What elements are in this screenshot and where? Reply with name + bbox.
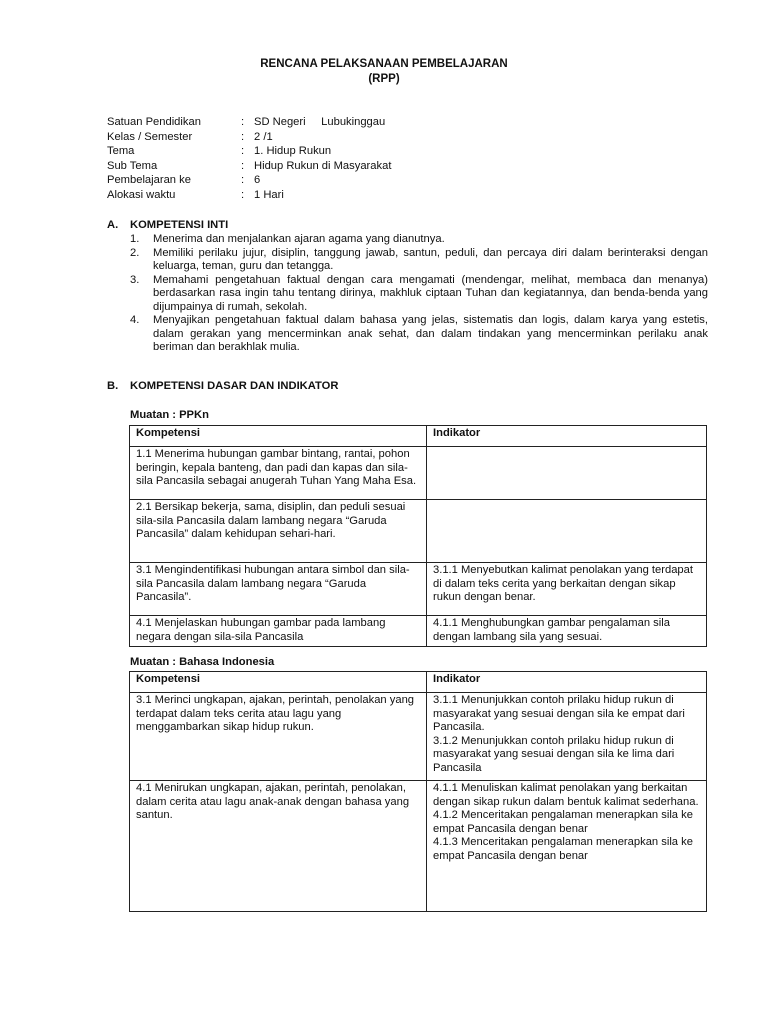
column-header-kompetensi: Kompetensi xyxy=(130,426,427,447)
list-number: 2. xyxy=(130,246,140,259)
list-text: Menerima dan menjalankan ajaran agama yang dianutnya. xyxy=(153,233,445,245)
list-number: 1. xyxy=(130,233,140,245)
list-number: 4. xyxy=(130,314,140,326)
identity-label: Alokasi waktu xyxy=(107,188,176,201)
identity-label: Satuan Pendidikan xyxy=(107,116,201,128)
identity-block xyxy=(107,116,391,204)
indikator-cell xyxy=(427,693,707,781)
list-item xyxy=(130,274,708,315)
document-title xyxy=(0,57,768,87)
kompetensi-cell: 2.1 Bersikap bekerja, sama, disiplin, dan peduli sesuai sila-sila Pancasila dalam lambang negara “Garuda Pancasila” dalam kehidupan sehari-hari. xyxy=(130,500,427,563)
identity-label: Kelas / Semester xyxy=(107,130,193,143)
indikator-item: 3.1.2 Menunjukkan contoh prilaku hidup rukun di masyarakat yang sesuai dengan sila ke lima dari Pancasila xyxy=(433,734,675,774)
table-row xyxy=(130,500,707,563)
identity-colon: : xyxy=(241,116,245,128)
list-item xyxy=(130,247,708,274)
column-header-indikator: Indikator xyxy=(427,672,707,693)
indikator-item: 4.1.2 Menceritakan pengalaman menerapkan sila ke empat Pancasila dengan benar xyxy=(433,809,693,835)
column-header-kompetensi: Kompetensi xyxy=(130,672,427,693)
indikator-item: 4.1.3 Menceritakan pengalaman menerapkan sila ke empat Pancasila dengan benar xyxy=(433,836,693,862)
identity-colon: : xyxy=(241,174,245,187)
identity-value: 6 xyxy=(254,174,261,187)
kompetensi-inti-list xyxy=(130,233,708,355)
list-item xyxy=(130,233,708,247)
list-text: Menyajikan pengetahuan faktual dalam bahasa yang jelas, sistematis dan logis, dalam karya yang estetis, dalam gerakan yang mencerminkan anak sehat, dan dalam tindakan yang mencerminkan perilaku anak beriman dan berakhlak mulia. xyxy=(153,314,708,353)
muatan-bindo-label: Muatan : Bahasa Indonesia xyxy=(130,656,275,668)
table-row xyxy=(130,781,707,912)
identity-value: 1. Hidup Rukun xyxy=(254,145,332,158)
identity-label: Sub Tema xyxy=(107,159,158,172)
identity-colon: : xyxy=(241,188,245,201)
list-number: 3. xyxy=(130,273,140,286)
identity-label: Tema xyxy=(107,145,135,158)
indikator-cell xyxy=(427,781,707,912)
identity-row xyxy=(107,131,391,146)
section-letter: B. xyxy=(107,380,119,392)
identity-row xyxy=(107,160,391,175)
indikator-cell xyxy=(427,500,707,563)
identity-value: 2 /1 xyxy=(254,130,273,143)
table-row xyxy=(130,616,707,647)
indikator-item: 4.1.1 Menuliskan kalimat penolakan yang berkaitan dengan sikap rukun dalam bentuk kalimat sederhana. xyxy=(433,782,699,808)
list-item xyxy=(130,314,708,355)
title-line-1: RENCANA PELAKSANAAN PEMBELAJARAN xyxy=(260,58,508,70)
muatan-ppkn-label: Muatan : PPKn xyxy=(130,409,209,421)
kompetensi-cell: 3.1 Mengindentifikasi hubungan antara simbol dan sila-sila Pancasila dalam lambang negara “Garuda Pancasila”. xyxy=(130,563,427,616)
section-letter: A. xyxy=(107,219,119,231)
table-header-row xyxy=(130,672,707,693)
identity-colon: : xyxy=(241,159,245,172)
column-header-indikator: Indikator xyxy=(427,426,707,447)
identity-value: 1 Hari xyxy=(254,188,284,201)
section-b-heading xyxy=(107,380,338,394)
identity-row xyxy=(107,116,391,131)
section-a-heading xyxy=(107,219,228,233)
table-row xyxy=(130,447,707,500)
identity-row xyxy=(107,145,391,160)
indikator-item: 3.1.1 Menunjukkan contoh prilaku hidup rukun di masyarakat yang sesuai dengan sila ke empat dari Pancasila. xyxy=(433,694,685,733)
identity-value: SD Negeri Lubukinggau xyxy=(254,116,386,128)
table-row xyxy=(130,693,707,781)
indikator-cell: 3.1.1 Menyebutkan kalimat penolakan yang terdapat di dalam teks cerita yang berkaitan dengan sikap rukun dengan benar. xyxy=(427,563,707,616)
identity-row xyxy=(107,189,391,204)
kompetensi-cell: 4.1 Menirukan ungkapan, ajakan, perintah, penolakan, dalam cerita atau lagu anak-anak dengan bahasa yang santun. xyxy=(130,781,427,912)
identity-colon: : xyxy=(241,145,245,158)
kompetensi-cell: 1.1 Menerima hubungan gambar bintang, rantai, pohon beringin, kepala banteng, dan padi dan kapas dan sila-sila Pancasila sebagai anugerah Tuhan Yang Maha Esa. xyxy=(130,447,427,500)
indikator-cell xyxy=(427,447,707,500)
title-line-2: (RPP) xyxy=(368,73,400,85)
table-header-row xyxy=(130,426,707,447)
kompetensi-cell: 4.1 Menjelaskan hubungan gambar pada lambang negara dengan sila-sila Pancasila xyxy=(130,616,427,647)
table-row xyxy=(130,563,707,616)
bindo-table xyxy=(129,671,707,912)
section-title: KOMPETENSI DASAR DAN INDIKATOR xyxy=(130,380,339,392)
list-text: Memiliki perilaku jujur, disiplin, tanggung jawab, santun, peduli, dan percaya diri dalam berinteraksi dengan keluarga, teman, guru dan tetangga. xyxy=(153,246,708,272)
identity-colon: : xyxy=(241,130,245,143)
identity-row xyxy=(107,174,391,189)
indikator-cell: 4.1.1 Menghubungkan gambar pengalaman sila dengan lambang sila yang sesuai. xyxy=(427,616,707,647)
section-title: KOMPETENSI INTI xyxy=(130,219,229,231)
list-text: Memahami pengetahuan faktual dengan cara mengamati (mendengar, melihat, membaca dan menanya) berdasarkan rasa ingin tahu tentang dirinya, makhluk ciptaan Tuhan dan kegiatannya, dan benda-benda yang dijumpainya di rumah, sekolah. xyxy=(153,273,708,313)
ppkn-table xyxy=(129,425,707,647)
kompetensi-cell: 3.1 Merinci ungkapan, ajakan, perintah, penolakan yang terdapat dalam teks cerita atau lagu yang menggambarkan sikap hidup rukun. xyxy=(130,693,427,781)
identity-value: Hidup Rukun di Masyarakat xyxy=(254,159,392,172)
identity-label: Pembelajaran ke xyxy=(107,174,191,187)
